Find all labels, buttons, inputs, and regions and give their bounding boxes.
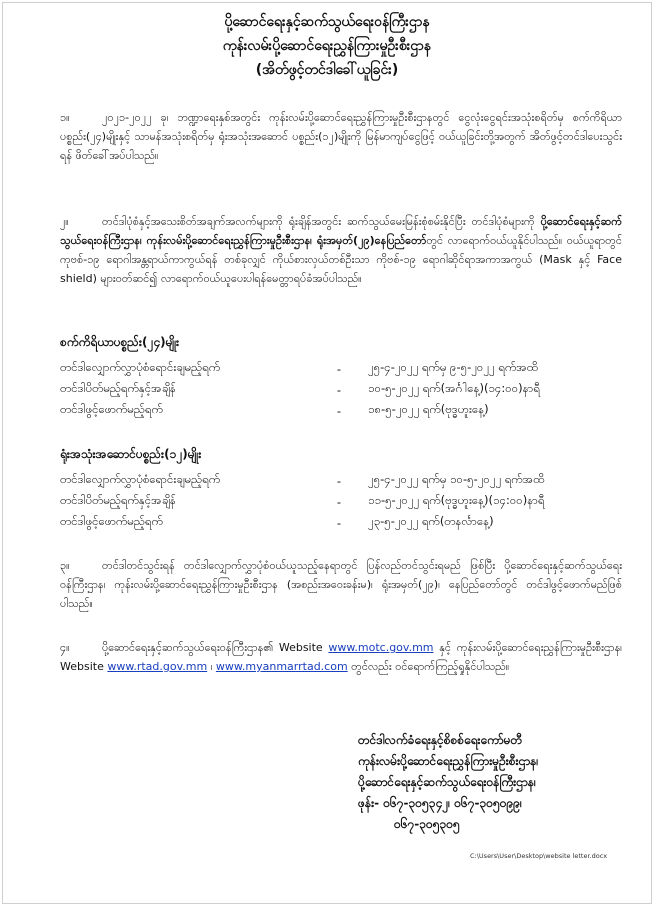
link-rtad-website[interactable]: www.rtad.gov.mm xyxy=(107,660,208,673)
schedule-dash: - xyxy=(336,473,342,488)
signature-phone: ဖုန်း- ၀၆၇-၃၀၅၃၄၂၊ ၀၆၇-၃၀၅၀၉၉၊ xyxy=(358,796,522,810)
schedule-row xyxy=(60,470,622,491)
paragraph-text: တွင်လည်း ဝင်ရောက်ကြည့်ရှုနိုင်ပါသည်။ xyxy=(347,660,510,673)
paragraph-bold-text: ပို့ဆောင်ရေးနှင့်ဆက်သွယ်ရေးဝန်ကြီးဌာန၊ ကုန်းလမ်းပို့ဆောင်ရေးညွှန်ကြားမှုဦးစီးဌာန၊ ရုံးအမှတ်(၂၉)နေပြည်တော် xyxy=(60,215,622,247)
schedule-value: ၁၈-၅-၂၀၂၂ ရက်(ဗုဒ္ဓဟူးနေ့) xyxy=(368,402,489,416)
schedule-label: တင်ဒါဖွင့်ဖောက်မည့်ရက် xyxy=(60,514,163,528)
signature-block xyxy=(358,730,648,835)
paragraph-text: တင်ဒါတင်သွင်းရန် တင်ဒါလျှောက်လွှာပုံစံဝယ်ယူသည့်နေရာတွင် ပြန်လည်တင်သွင်းရမည် ဖြစ်ပြီး ပို့ဆောင်ရေးနှင့်ဆက်သွယ်ရေးဝန်ကြီးဌာန၊ ကုန်းလမ်းပို့ဆောင်ရေးညွှန်ကြားမှုဦးစီးဌာန (အစည်းအဝေးခန်းမ)၊ ရုံးအမှတ်(၂၉)၊ နေပြည်တော်တွင် တင်ဒါဖွင့်ဖောက်မည်ဖြစ်ပါသည်။ xyxy=(60,559,622,610)
schedule-value: ၂၅-၄-၂၀၂၂ ရက်မှ ၉-၅-၂၀၂၂ ရက်အထိ xyxy=(368,360,538,374)
paragraph-text: တင်ဒါပုံစံနှင့်အသေးစိတ်အချက်အလက်များကို ရုံးချိန်အတွင်း ဆက်သွယ်မေးမြန်းစုံစမ်းနိုင်ပြီး တင်ဒါပုံစံများကို xyxy=(102,215,541,228)
section-heading-machinery: စက်ကိရိယာပစ္စည်း(၂၄)မျိုး xyxy=(60,335,180,349)
schedule-value: ၁၁-၅-၂၀၂၂ ရက်(ဗုဒ္ဓဟူးနေ့)(၁၄:၀၀)နာရီ xyxy=(368,493,545,507)
title-subject: (အိတ်ဖွင့်တင်ဒါခေါ်ယူခြင်း) xyxy=(255,62,399,78)
paragraph-3 xyxy=(60,556,622,613)
schedule-value: ၁၀-၅-၂၀၂၂ ရက်(အင်္ဂါနေ့)(၁၄:၀၀)နာရီ xyxy=(368,381,540,395)
paragraph-1 xyxy=(60,108,622,165)
signature-ministry: ပို့ဆောင်ရေးနှင့်ဆက်သွယ်ရေးဝန်ကြီးဌာန၊ xyxy=(358,775,536,789)
schedule-row xyxy=(60,379,622,400)
schedule-value: ၂၅-၄-၂၀၂၂ ရက်မှ ၁၀-၅-၂၀၂၂ ရက်အထိ xyxy=(368,472,545,486)
schedule-label: တင်ဒါလျှောက်လွှာပုံစံရောင်းချမည့်ရက် xyxy=(60,360,221,374)
paragraph-number: ၁။ xyxy=(60,111,70,124)
schedule-label: တင်ဒါလျှောက်လွှာပုံစံရောင်းချမည့်ရက် xyxy=(60,472,221,486)
schedule-label: တင်ဒါပိတ်မည့်ရက်နှင့်အချိန် xyxy=(60,493,176,507)
paragraph-number: ၂။ xyxy=(60,215,69,228)
schedule-value: ၂၃-၅-၂၀၂၂ ရက်(တနင်္လာနေ့) xyxy=(368,514,494,528)
schedule-row xyxy=(60,512,622,533)
schedule-dash: - xyxy=(336,494,342,509)
paragraph-text: ၂၀၂၁-၂၀၂၂ ခု၊ ဘဏ္ဍာရေးနှစ်အတွင်း ကုန်းလမ်းပို့ဆောင်ရေးညွှန်ကြားမှုဦးစီးဌာနတွင် ငွေလုံးငွေရင်းအသုံးစရိတ်မှ စက်ကိရိယာပစ္စည်း(၂၄)မျိုးနှင့် သာမန်အသုံးစရိတ်မှ ရုံးအသုံးအဆောင် ပစ္စည်း(၁၂)မျိုးကို မြန်မာကျပ်ငွေဖြင့် ဝယ်ယူခြင်းတို့အတွက် အိတ်ဖွင့်တင်ဒါပေးသွင်းရန် ဖိတ်ခေါ်အပ်ပါသည်။ xyxy=(60,111,622,162)
schedule-row xyxy=(60,400,622,421)
paragraph-4 xyxy=(60,638,622,676)
schedule-row xyxy=(60,358,622,379)
schedule-office-supplies xyxy=(60,470,622,533)
schedule-label: တင်ဒါပိတ်မည့်ရက်နှင့်အချိန် xyxy=(60,381,176,395)
paragraph-2 xyxy=(60,212,622,288)
paragraph-text: တွင် လာရောက်ဝယ်ယူနိုင်ပါသည်။ ဝယ်ယူရာတွင် ကုဗစ်-၁၉ ရောဂါအန္တရာယ်ကာကွယ်ရန် တစ်ခုလျှင် ကိုယ်စားလှယ်တစ်ဦးသာ ကိုဗစ်-၁၉ ရောဂါဆိုင်ရာအကာအကွယ် (Mask နှင့် Face shield) များဝတ်ဆင်၍ လာရောက်ဝယ်ယူပေးပါရန်မေတ္တာရပ်ခံအပ်ပါသည်။ xyxy=(60,234,622,285)
document-title xyxy=(0,10,654,82)
schedule-dash: - xyxy=(336,382,342,397)
schedule-machinery xyxy=(60,358,622,421)
paragraph-number: ၄။ xyxy=(60,641,70,654)
title-department: ကုန်းလမ်းပို့ဆောင်ရေးညွှန်ကြားမှုဦးစီးဌာန xyxy=(222,38,432,54)
schedule-label: တင်ဒါဖွင့်ဖောက်မည့်ရက် xyxy=(60,402,163,416)
link-motc-website[interactable]: www.motc.gov.mm xyxy=(328,641,434,654)
schedule-dash: - xyxy=(336,515,342,530)
footer-file-path: C:\Users\User\Desktop\website letter.docx xyxy=(470,852,608,860)
signature-phone-2: ၀၆၇-၃၀၅၃၀၅ xyxy=(394,817,460,831)
schedule-row xyxy=(60,491,622,512)
paragraph-text: ၊ xyxy=(207,660,216,673)
section-heading-office-supplies: ရုံးအသုံးအဆောင်ပစ္စည်း(၁၂)မျိုး xyxy=(60,447,202,461)
title-ministry: ပို့ဆောင်ရေးနှင့်ဆက်သွယ်ရေးဝန်ကြီးဌာန xyxy=(224,14,430,30)
paragraph-text: ပို့ဆောင်ရေးနှင့်ဆက်သွယ်ရေးဝန်ကြီးဌာန၏ Website xyxy=(102,641,329,654)
paragraph-number: ၃။ xyxy=(60,559,70,572)
signature-department: ကုန်းလမ်းပို့ဆောင်ရေးညွှန်ကြားမှုဦးစီးဌာန၊ xyxy=(358,754,539,768)
schedule-dash: - xyxy=(336,403,342,418)
signature-committee: တင်ဒါလက်ခံရေးနှင့်စိစစ်ရေးကော်မတီ xyxy=(358,733,523,747)
schedule-dash: - xyxy=(336,361,342,376)
link-myanmarrtad-website[interactable]: www.myanmarrtad.com xyxy=(215,660,348,673)
paragraph-text: နှင့် ကုန်းလမ်းပို့ဆောင်ရေးညွှန်ကြားမှုဦးစီးဌာန၊ Website xyxy=(60,641,622,673)
